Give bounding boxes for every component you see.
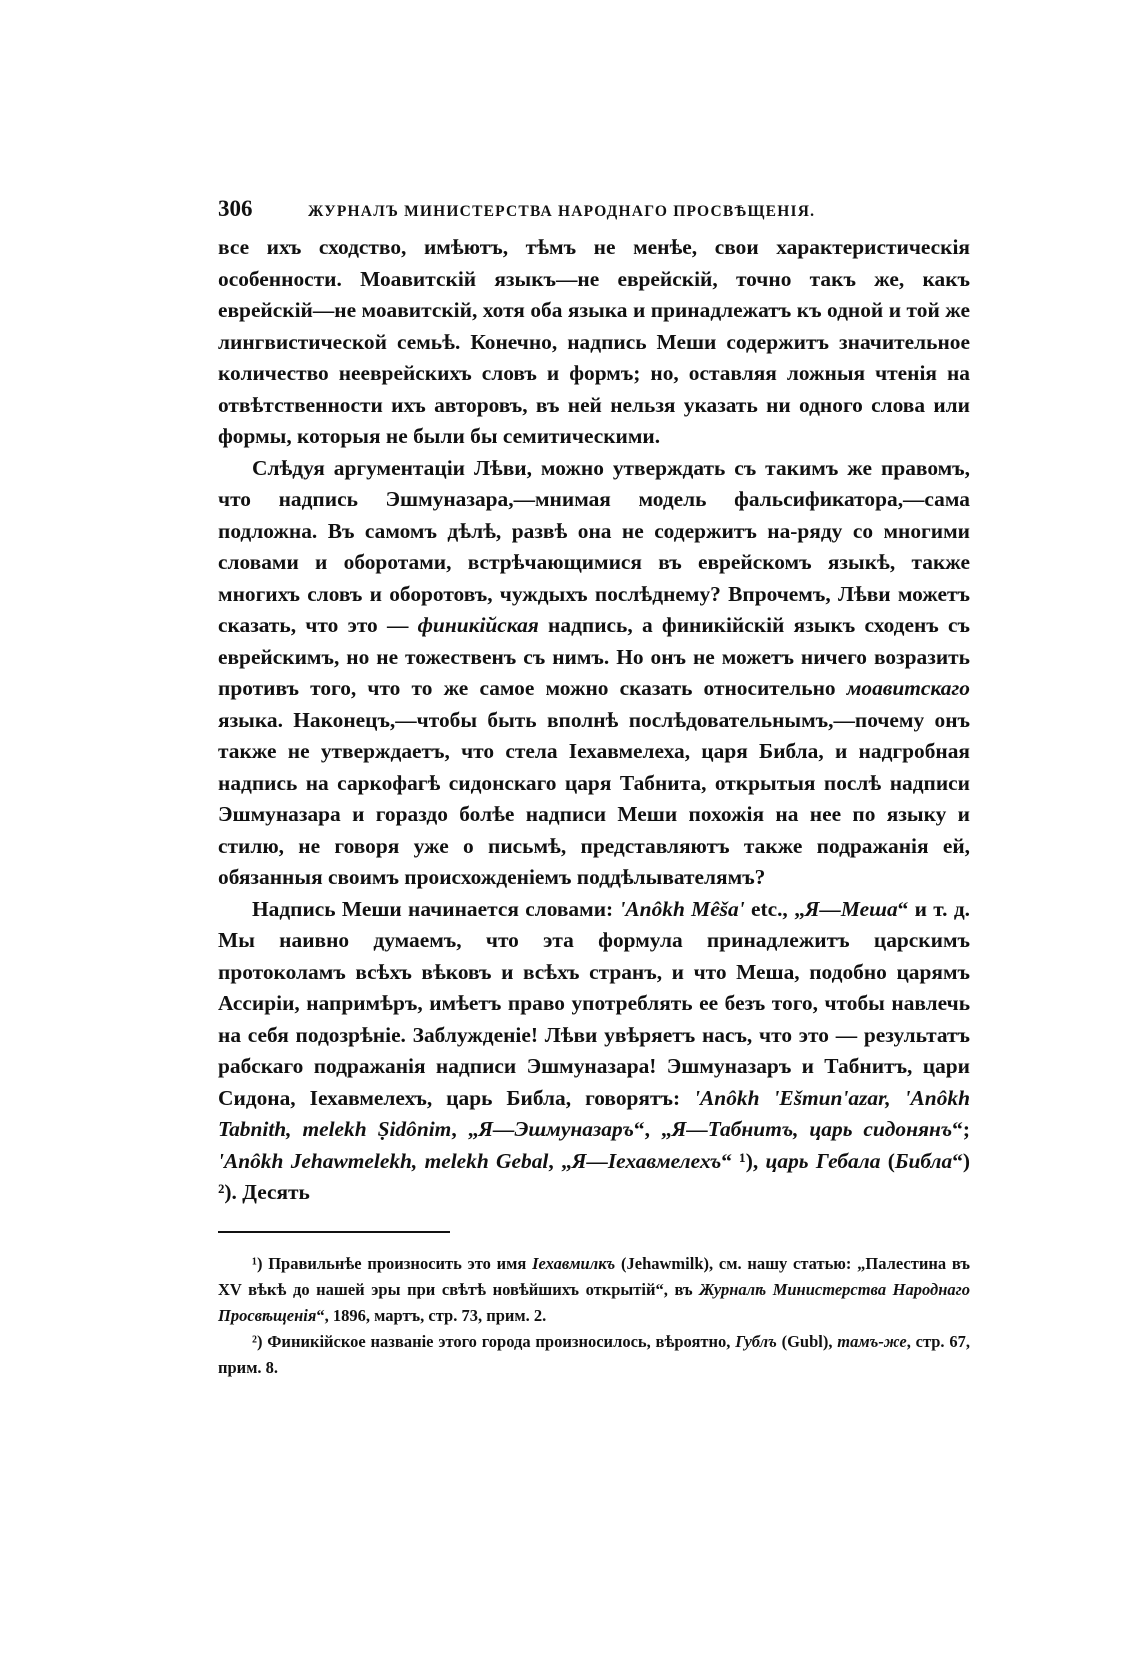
paragraph-2 [218, 453, 970, 894]
footnote-1 [218, 1251, 970, 1329]
footnote-divider [218, 1231, 450, 1233]
italic-term: Іехавмилкъ [532, 1253, 616, 1273]
italic-term: Журналѣ Министерства Народнаго Просвѣщенія [218, 1279, 970, 1325]
paragraph-text: все ихъ сходство, имѣютъ, тѣмъ не менѣе, свои характеристическія особенности. Моавитскій языкъ—не еврейскій, точно такъ же, какъ еврейскій—не моавитскій, хотя оба языка и принадлежатъ къ одной и той же лингвистической семьѣ. Конечно, надпись Меши содержитъ значительное количество нееврейскихъ словъ и формъ; но, оставляя ложныя чтенія на отвѣтственности ихъ авторовъ, въ ней нельзя указать ни одного слова или формы, которыя не были бы семитическими. [218, 235, 970, 448]
paragraph-text: , „ [451, 1117, 479, 1141]
italic-term: Гублъ [735, 1331, 777, 1351]
italic-term: Библа [894, 1148, 953, 1173]
paragraph-text: “ ¹), [721, 1148, 766, 1173]
paragraph-text: надпись, а финикійскій языкъ сходенъ съ еврейскимъ, но не тожественъ съ нимъ. Но онъ не можетъ ничего возразить противъ того, что то же самое можно сказать относительно [218, 613, 970, 700]
paragraph-text: “; [952, 1117, 970, 1141]
body-text [218, 232, 970, 1209]
footnotes [218, 1251, 970, 1381]
footnote-text: (Gubl), [776, 1331, 838, 1351]
paragraph-text: “ и т. д. Мы наивно думаемъ, что эта формула принадлежитъ царскимъ протоколамъ всѣхъ вѣковъ и всѣхъ странъ, и что Меша, подобно царямъ Ассиріи, напримѣръ, имѣетъ право употреблять ее безъ того, чтобы навлечь на себя подозрѣніе. Заблужденіе! Лѣви увѣряетъ насъ, что это — результатъ рабскаго подражанія надписи Эшмуназара! Эшмуназаръ и Табнитъ, цари Сидона, Іехавмелехъ, царь Библа, говорятъ: [218, 896, 971, 1110]
footnote-text: “, 1896, мартъ, стр. 73, прим. 2. [316, 1305, 547, 1325]
paragraph-text: etc., „ [744, 896, 805, 921]
paragraph-3 [218, 894, 970, 1209]
paragraph-text: Надпись Меши начинается словами: [252, 896, 620, 921]
page-header [218, 196, 970, 232]
paragraph-text: Слѣдуя аргументаціи Лѣви, можно утверждать съ такимъ же правомъ, что надпись Эшмуназара,—мнимая модель фальсификатора,—сама подложна. Въ самомъ дѣлѣ, развѣ она не содержитъ на-ряду со многими словами и оборотами, встрѣчающимися въ еврейскомъ языкѣ, также многихъ словъ и оборотовъ, чуждыхъ послѣднему? Впрочемъ, Лѣви можетъ сказать, что это — [218, 455, 970, 637]
italic-term: тамъ-же [837, 1331, 907, 1351]
italic-term: моавитскаго [846, 676, 970, 700]
paragraph-text: ( [880, 1148, 895, 1173]
footnote-marker: ¹) [252, 1253, 263, 1273]
paragraph-1 [218, 232, 970, 453]
paragraph-text: “, „ [633, 1117, 672, 1141]
italic-term: 'Anôkh Jehawmelekh, melekh Gebal [218, 1148, 549, 1173]
running-title: ЖУРНАЛЪ МИНИСТЕРСТВА НАРОДНАГО ПРОСВѢЩЕНІЯ. [308, 203, 816, 220]
footnote-2 [218, 1329, 970, 1381]
page [218, 196, 970, 1381]
italic-term: 'Anôkh Mêša' [619, 896, 745, 921]
italic-term: финикійская [417, 613, 539, 637]
footnote-text: (Jehawmilk), см. нашу статью: „Палестина въ XV вѣкѣ до нашей эры при свѣтѣ новѣйшихъ открытій“, въ [218, 1253, 970, 1299]
italic-term: Я—Іехавмелехъ [571, 1148, 722, 1173]
paragraph-text: , „ [548, 1148, 572, 1173]
footnote-text: Правильнѣе произносить это имя [262, 1253, 533, 1273]
paragraph-text: “) ²). Десять [218, 1148, 971, 1204]
page-number: 306 [218, 196, 253, 221]
italic-term: царь Гебала [765, 1148, 881, 1173]
italic-term: Я—Эшмуназаръ [478, 1117, 634, 1141]
paragraph-text: языка. Наконецъ,—чтобы быть вполнѣ послѣдовательнымъ,—почему онъ также не утверждаетъ, что стела Іехавмелеха, царя Библа, и надгробная надпись на саркофагѣ сидонскаго царя Табнита, открытыя послѣ надписи Эшмуназара и гораздо болѣе надписи Меши похожія на нее по языку и стилю, не говоря уже о письмѣ, представляютъ также подражанія ей, обязанныя своимъ происхожденіемъ поддѣлывателямъ? [218, 707, 970, 889]
italic-term: Я—Меша [804, 896, 898, 921]
footnote-marker: ²) [252, 1331, 263, 1351]
italic-term: 'Anôkh 'Ešmun'azar, 'Anôkh Tabnith, melekh Ṣidônim [218, 1085, 970, 1141]
italic-term: Я—Табнитъ, царь сидонянъ [671, 1117, 953, 1141]
footnote-text: Финикійское названіе этого города произносилось, вѣроятно, [262, 1331, 736, 1351]
footnote-text: , стр. 67, прим. 8. [218, 1331, 970, 1377]
